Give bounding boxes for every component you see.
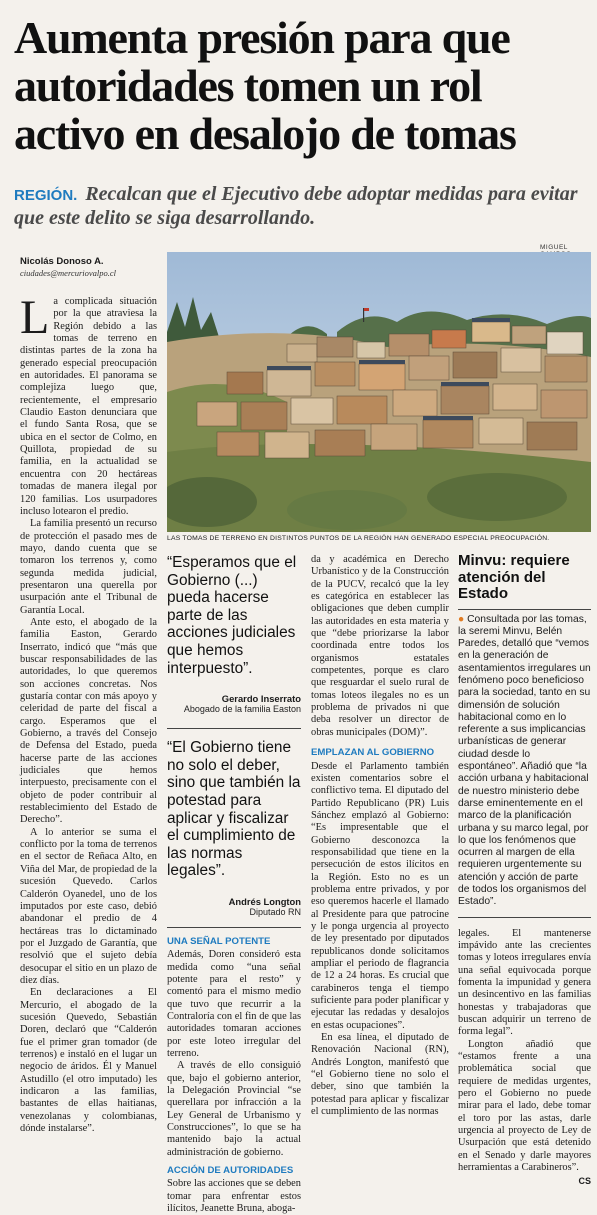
article-column-4	[458, 553, 591, 1187]
headline-line-1: Aumenta presión para que	[14, 12, 510, 63]
region-tag: REGIÓN.	[14, 187, 78, 204]
end-mark-icon: CS	[578, 1175, 591, 1186]
drop-cap: L	[20, 291, 50, 344]
paragraph: En declaraciones a El Mercurio, el abogado de la sucesión Quevedo, Sebastián Doren, declaró que “Calderón fue el primer gran tomador (de terrenos) e instaló en el lugar un negocio de áridos. Él y Manuel Astudillo (el otro imputado) les indicaron a las familias, bastantes de ellas haitianas, venezolanas y colombianas, dónde instalarse”.	[20, 987, 157, 1135]
sidebar-body: Consultada por las tomas, la seremi Minvu, Belén Paredes, detalló que “vemos en la generación de asentamientos irregulares un fenómeno poco beneficioso para la sociedad, tanto en su dimensión de solución habitacional como en lo referente a sus implicancias urbanísticas de generar ciudad desde lo espontáneo”. Añadió que “la acción urbana y habitacional de nuestro ministerio debe darse eminentemente en el marco de la planificación urbana y su marco legal, por lo que los fenómenos que ocurren al margen de ella requieren urgentemente su atención y acción de parte de todos los organismos del Estado”.	[458, 613, 591, 908]
photo-credit: MIGUEL	[540, 244, 568, 251]
article-column-3	[311, 554, 449, 1118]
article-column-2	[167, 554, 301, 1215]
paragraph: A través de ello consiguió que, bajo el gobierno anterior, la Delegación Provincial “se querellara por infracción a la Ley General de Urbanismo y Construcciones”, lo que se ha mantenido bajo la actual administración de gobierno.	[167, 1060, 301, 1158]
divider	[458, 917, 591, 918]
headline-line-3: activo en desalojo de tomas	[14, 108, 516, 159]
divider	[167, 927, 301, 928]
deck	[14, 183, 586, 229]
pull-quote-1: “Esperamos que el Gobierno (...) pueda hacerse parte de las acciones judiciales que hemos interpuesto”.	[167, 554, 297, 677]
photo-caption: LAS TOMAS DE TERRENO EN DISTINTOS PUNTOS DE LA REGIÓN HAN GENERADO ESPECIAL PREOCUPACIÓN.	[167, 535, 550, 542]
headline	[14, 14, 586, 158]
sidebar-text	[458, 614, 591, 909]
quote-1-author: Gerardo Inserrato	[221, 693, 301, 705]
quote-2-role: Diputado RN	[249, 906, 301, 917]
headline-line-2: autoridades tomen un rol	[14, 60, 482, 111]
quote-1-role: Abogado de la familia Easton	[183, 704, 301, 715]
divider	[167, 728, 301, 729]
quote-2-author: Andrés Longton	[228, 895, 301, 907]
paragraph: Ante esto, el abogado de la familia Easton, Gerardo Inserrato, indicó que “más que buscar responsabilidades de las autoridades, lo que queremos son acciones concretas. Nos gustaría contar con más apoyo y celeridad de parte del fiscal a cargo. Esperamos que el Gobierno, a través del Consejo de Defensa del Estado, pueda hacerse parte de las acciones judiciales que hemos interpuesto, precisamente con el objeto de poder contribuir al restablecimiento del Estado de Derecho”.	[20, 616, 157, 826]
pull-quote-2: “El Gobierno tiene no solo el deber, sino que también la potestad para aplicar y fiscalizar el cumplimiento de las normas legales”.	[167, 739, 301, 880]
paragraph: Desde el Parlamento también existen comentarios sobre el conflictivo tema. El diputado del Partido Republicano (PR) Luis Sánchez emplazó al Gobierno: “Es impresentable que el Gobierno desconozca la responsabilidad que tiene en la persecución de estos ilícitos en la Región. Esto no es un problema entre privados, y por eso queremos hacerle el llamado al Presidente para que patrocine y le ponga urgencia al proyecto de ley presentado por diputados republicanos donde solicitamos ampliar el periodo de flagrancia de 12 a 24 horas. Es crucial que carabineros tenga el tiempo suficiente para poder planificar y ejecutar las redadas y desalojos en estas ocupaciones”.	[311, 760, 449, 1031]
byline-email: ciudades@mercuriovalpo.cl	[20, 268, 117, 278]
paragraph-text: a complicada situación por la que atraviesa la Región debido a las tomas de terreno en distintas partes de la zona ha generado especial preocupación en autoridades. El panorama se complejiza luego que, recientemente, el empresario Claudio Easton denunciara que el fundo Santa Rosa, que se ubica en el sector de Colmo, en Quillota, propiedad de su familia, en la actualidad se encuentra con 20 hectáreas tomadas de manera ilegal por 120 familias. Los usurpadores incluso lotearon el predio.	[20, 296, 157, 517]
lead-paragraph	[20, 291, 157, 518]
paragraph: Sobre las acciones que se deben tomar para enfrentar estos ilícitos, Jeanette Bruna, aboga-	[167, 1178, 301, 1215]
paragraph: En esa línea, el diputado de Renovación Nacional (RN), Andrés Longton, manifestó que “el Gobierno tiene no solo el deber, sino que también la potestad para aplicar y fiscalizar el cumplimiento de las normas	[311, 1032, 449, 1118]
paragraph: Longton añadió que “estamos frente a una problemática social que requiere de medidas urgentes, pero el Gobierno no puede mirar para el lado, debe tomar el toro por las astas, darle urgencia al proyecto de Ley de Usurpación que está detenido en el Senado y darle mayores herramientas a Carabineros”.	[458, 1038, 591, 1174]
deck-text: Recalcan que el Ejecutivo debe adoptar medidas para evitar que este delito se siga desarrollando.	[14, 183, 578, 229]
paragraph: Además, Doren consideró esta medida como “una señal potente para el resto” y comentó para el mismo medio que tuvo que recurrir a la Contraloría con el fin de que las autoridades tomaran acciones por este loteo irregular del terreno.	[167, 949, 301, 1059]
byline-author: Nicolás Donoso A.	[20, 256, 104, 267]
bullet-icon: ●	[458, 613, 468, 625]
paragraph: A lo anterior se suma el conflicto por la toma de terrenos en el sector de Reñaca Alto, en Viña del Mar, de propiedad de la sucesión Quevedo. Carlos Calderón Oyanedel, uno de los imputados por este caso, debió abandonar el predio de 4 hectáreas tras lo dictaminado por el Juzgado de Garantía, que resolvió que el sujeto debía desocupar el sitio en un plazo de diez días.	[20, 826, 157, 986]
subheading-emplazan-gobierno: EMPLAZAN AL GOBIERNO	[311, 747, 435, 759]
sidebar-title: Minvu: requiere atención del Estado	[458, 552, 570, 602]
hillside-settlement-image	[167, 252, 591, 532]
subheading-accion-autoridades: ACCIÓN DE AUTORIDADES	[167, 1165, 294, 1177]
paragraph: La familia presentó un recurso de protección el pasado mes de mayo, dando cuenta que se tomaron los terrenos y, como segunda medida judicial, presentaron una querella por usurpación ante el Tribunal de Garantía Local.	[20, 518, 157, 616]
divider	[458, 609, 591, 610]
paragraph: legales. El mantenerse impávido ante las crecientes tomas y loteos irregulares envía una señal equivocada porque fomenta la impunidad y genera un desincentivo en las familias honestas y trabajadoras que buscan adquirir un terreno de forma legal”.	[458, 927, 591, 1038]
subheading-senal-potente: UNA SEÑAL POTENTE	[167, 935, 271, 947]
news-photo	[167, 252, 591, 532]
article-column-1	[20, 291, 157, 1135]
paragraph: da y académica en Derecho Urbanístico y de la Construcción de la PUCV, recalcó que la ley es categórica en establecer las obligaciones que deben cumplir las autoridades en esta materia y que “debe priorizarse la labor coordinada entre todos los organismos estatales competentes, porque es claro que resguardar el suelo rural de tomas loteos ilegales no es un problema de privados ni que deba resolver un director de obras municipales (DOM)”.	[311, 554, 449, 738]
